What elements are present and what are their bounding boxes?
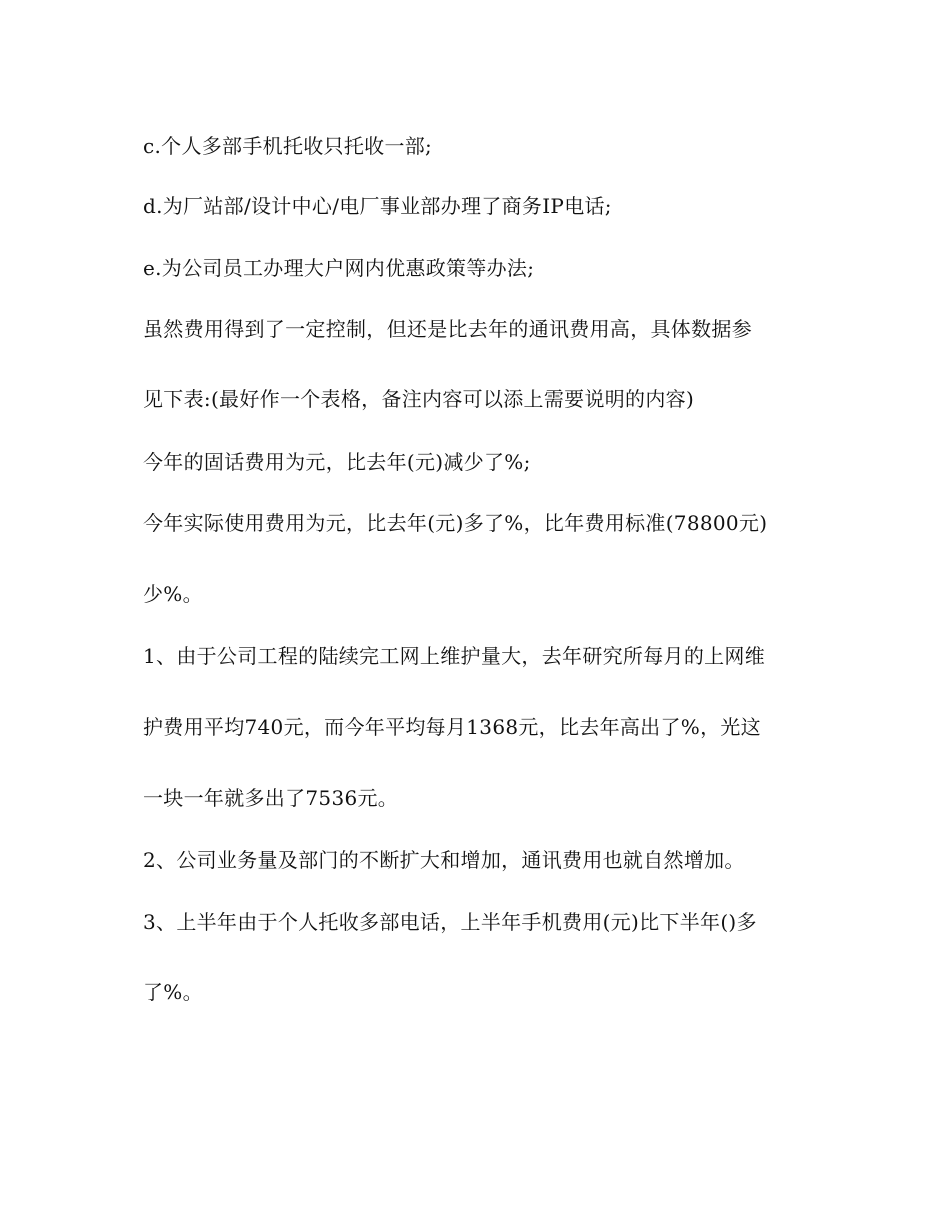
text-line-actual-cost-1: 今年实际使用费用为元，比去年(元)多了%，比年费用标准(78800元) (143, 511, 768, 535)
text-line-e-item: e.为公司员工办理大户网内优惠政策等办法; (143, 256, 535, 280)
text-line-actual-cost-2: 少%。 (143, 582, 203, 606)
text-line-reason-1-b: 护费用平均740元，而今年平均每月1368元，比去年高出了%，光这 (143, 715, 761, 739)
text-line-c-item: c.个人多部手机托收只托收一部; (143, 134, 433, 158)
text-line-summary-2: 见下表:(最好作一个表格，备注内容可以添上需要说明的内容) (143, 387, 695, 411)
text-line-reason-1-c: 一块一年就多出了7536元。 (143, 786, 399, 810)
text-line-summary-1: 虽然费用得到了一定控制，但还是比去年的通讯费用高，具体数据参 (143, 317, 752, 341)
text-line-landline-cost: 今年的固话费用为元，比去年(元)减少了%; (143, 450, 531, 474)
text-line-reason-3-a: 3、上半年由于个人托收多部电话，上半年手机费用(元)比下半年()多 (143, 910, 757, 934)
text-line-reason-2: 2、公司业务量及部门的不断扩大和增加，通讯费用也就自然增加。 (143, 848, 745, 872)
text-line-reason-1-a: 1、由于公司工程的陆续完工网上维护量大，去年研究所每月的上网维 (143, 644, 766, 668)
text-line-reason-3-b: 了%。 (143, 980, 203, 1004)
text-line-d-item: d.为厂站部/设计中心/电厂事业部办理了商务IP电话; (143, 194, 612, 218)
